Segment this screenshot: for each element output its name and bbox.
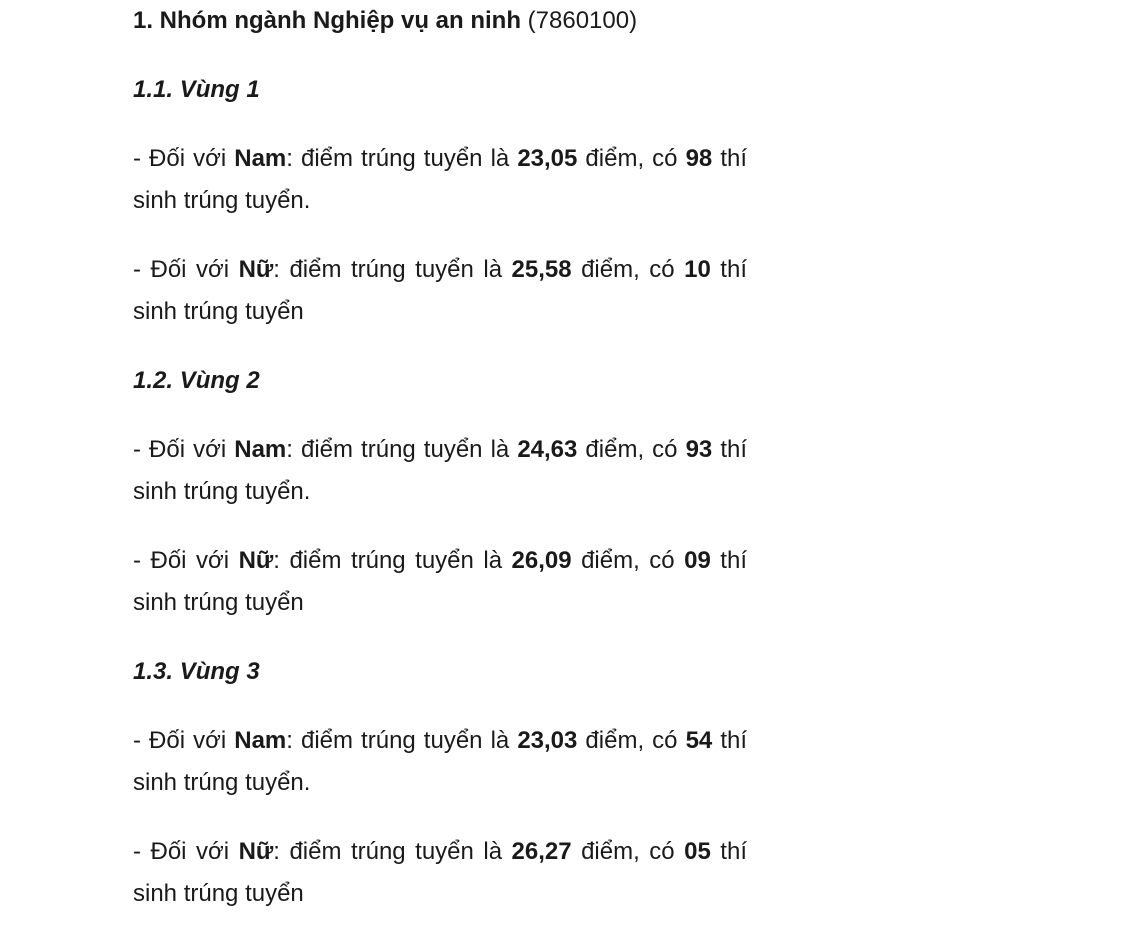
- admitted-count: 09: [684, 547, 711, 574]
- male-result-region-3: - Đối với Nam: điểm trúng tuyển là 23,03 điểm, có 54 thí sinh trúng tuyển.: [133, 727, 747, 796]
- cutoff-score: 24,63: [517, 436, 578, 463]
- admitted-count: 98: [685, 145, 713, 172]
- gender-label: Nữ: [238, 256, 274, 283]
- page-title: [133, 0, 747, 42]
- cutoff-score: 23,05: [517, 145, 578, 172]
- admitted-count: 10: [684, 256, 711, 283]
- article-body: [133, 0, 747, 915]
- male-result-region-2: - Đối với Nam: điểm trúng tuyển là 24,63 điểm, có 93 thí sinh trúng tuyển.: [133, 436, 747, 505]
- gender-label: Nam: [234, 436, 287, 463]
- male-result-region-1: - Đối với Nam: điểm trúng tuyển là 23,05 điểm, có 98 thí sinh trúng tuyển.: [133, 145, 747, 214]
- gender-label: Nữ: [238, 547, 274, 574]
- section-title-3: 1.3. Vùng 3: [133, 658, 260, 685]
- gender-label: Nam: [234, 727, 287, 754]
- section-title-2: 1.2. Vùng 2: [133, 367, 260, 394]
- cutoff-score: 26,09: [511, 547, 572, 574]
- female-result-region-2: - Đối với Nữ: điểm trúng tuyển là 26,09 điểm, có 09 thí sinh trúng tuyển: [133, 547, 747, 616]
- admitted-count: 93: [685, 436, 713, 463]
- admitted-count: 05: [684, 838, 711, 865]
- title-bold: 1. Nhóm ngành Nghiệp vụ an ninh: [133, 7, 521, 34]
- female-result-region-3: - Đối với Nữ: điểm trúng tuyển là 26,27 điểm, có 05 thí sinh trúng tuyển: [133, 838, 747, 907]
- section-title-1: 1.1. Vùng 1: [133, 76, 260, 103]
- gender-label: Nữ: [238, 838, 274, 865]
- female-result-region-1: - Đối với Nữ: điểm trúng tuyển là 25,58 điểm, có 10 thí sinh trúng tuyển: [133, 256, 747, 325]
- admitted-count: 54: [685, 727, 713, 754]
- gender-label: Nam: [234, 145, 287, 172]
- cutoff-score: 26,27: [511, 838, 572, 865]
- program-code: (7860100): [527, 7, 638, 34]
- cutoff-score: 25,58: [511, 256, 572, 283]
- cutoff-score: 23,03: [517, 727, 578, 754]
